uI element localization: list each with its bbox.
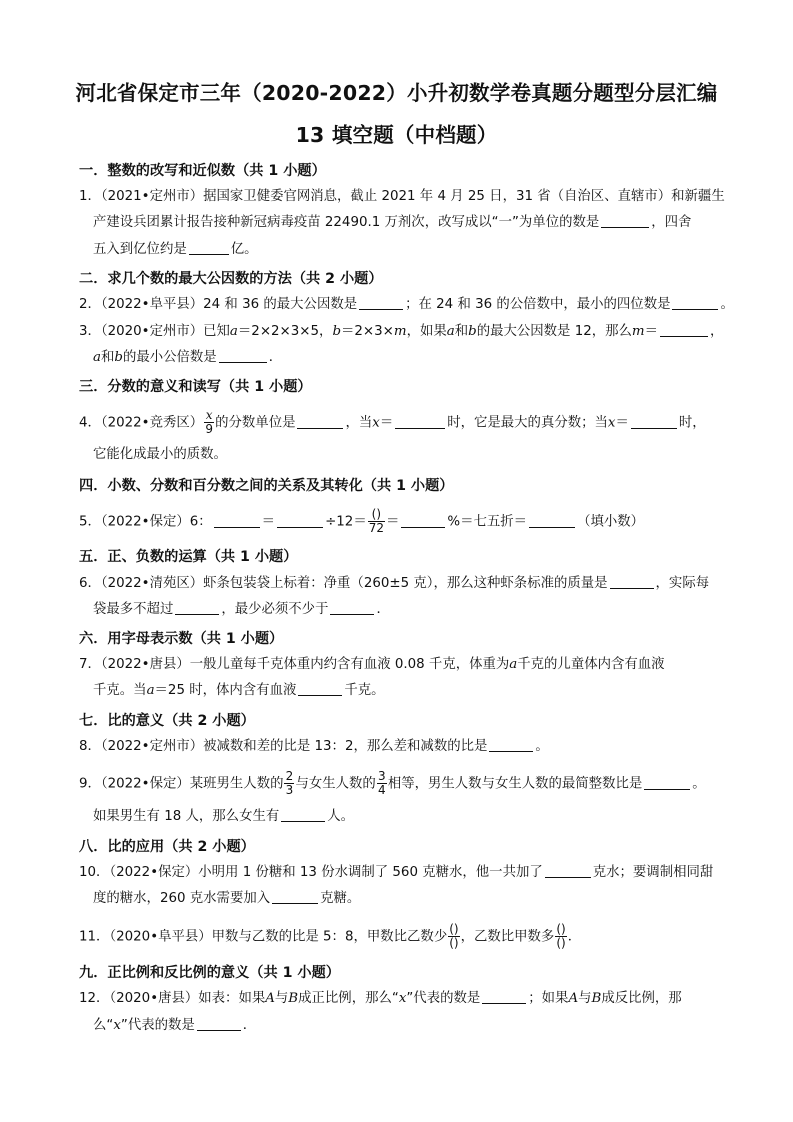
section-heading-7: 七．比的意义（共 2 小题） <box>79 713 255 729</box>
answer-blank[interactable] <box>610 574 654 589</box>
answer-blank[interactable] <box>281 807 325 822</box>
section-heading-8: 八．比的应用（共 2 小题） <box>79 839 255 855</box>
question-11: 11．（2020•阜平县）甲数与乙数的比是 5：8，甲数比乙数少 $\frac{()}{()}$ ，乙数比甲数多 $\frac{()}{()}$ ． <box>79 922 582 950</box>
question-10-line-1: 10．（2022•保定）小明用 1 份糖和 13 份水调制了 560 克糖水，他一共加了 克水；要调制相同甜 <box>79 865 714 880</box>
question-10-line-2: 度的糖水，260 克水需要加入 克糖。 <box>93 891 361 906</box>
fraction-blank[interactable]: $\frac{()}{()}$ <box>556 922 566 950</box>
section-heading-4: 四．小数、分数和百分数之间的关系及其转化（共 1 小题） <box>79 478 454 494</box>
question-7-line-2: 千克。当a＝25 时，体内含有血液 千克。 <box>93 683 385 698</box>
answer-blank[interactable] <box>401 513 445 528</box>
fraction-x-over-9: $\frac{x}{9}$ <box>205 408 213 436</box>
question-4-line-1: 4．（2022•竞秀区） $\frac{x}{9}$ 的分数单位是 ，当x＝ 时，它是最大的真分数；当x＝ 时， <box>79 408 706 436</box>
question-9-line-2: 如果男生有 18 人，那么女生有 人。 <box>93 809 355 824</box>
answer-blank[interactable] <box>298 681 342 696</box>
question-12-line-2: 么“x”代表的数是 ． <box>93 1018 257 1033</box>
answer-blank[interactable] <box>297 414 343 429</box>
question-6-line-2: 袋最多不超过 ，最少必须不少于 ． <box>93 602 390 617</box>
answer-blank[interactable] <box>277 513 323 528</box>
question-8: 8．（2022•定州市）被减数和差的比是 13：2，那么差和减数的比是 。 <box>79 739 549 754</box>
fraction-3-over-4: $\frac{3}{4}$ <box>378 769 386 797</box>
section-heading-5: 五．正、负数的运算（共 1 小题） <box>79 549 298 565</box>
question-3-line-2: a和b的最小公倍数是 ． <box>93 350 283 365</box>
answer-blank[interactable] <box>660 322 708 337</box>
section-heading-3: 三．分数的意义和读写（共 1 小题） <box>79 379 312 395</box>
fraction-blank[interactable]: $\frac{()}{()}$ <box>449 922 459 950</box>
answer-blank[interactable] <box>359 295 403 310</box>
answer-blank[interactable] <box>189 240 229 255</box>
answer-blank[interactable] <box>272 889 318 904</box>
section-heading-2: 二．求几个数的最大公因数的方法（共 2 小题） <box>79 271 383 287</box>
answer-blank[interactable] <box>545 863 591 878</box>
answer-blank[interactable] <box>644 775 690 790</box>
question-3-line-1: 3．（2020•定州市）已知a＝2×2×3×5，b＝2×3×m，如果a和b的最大公因数是 12，那么m＝ ， <box>79 324 724 339</box>
question-9-line-1: 9．（2022•保定）某班男生人数的 $\frac{2}{3}$ 与女生人数的 $\frac{3}{4}$ 相等，男生人数与女生人数的最简整数比是 。 <box>79 769 706 797</box>
question-6-line-1: 6．（2022•清苑区）虾条包装袋上标着：净重（260±5 克），那么这种虾条标准的质量是 ，实际每 <box>79 576 710 591</box>
question-1-line-1: 1．（2021•定州市）据国家卫健委官网消息，截止 2021 年 4 月 25 日，31 省（自治区、直辖市）和新疆生 <box>79 189 725 204</box>
document-title: 河北省保定市三年（2020-2022）小升初数学卷真题分题型分层汇编 <box>75 81 718 105</box>
section-heading-6: 六．用字母表示数（共 1 小题） <box>79 631 284 647</box>
answer-blank[interactable] <box>631 414 677 429</box>
question-4-line-2: 它能化成最小的质数。 <box>93 447 227 462</box>
fraction-blank-over-72: $\frac{()}{72}$ <box>368 507 384 535</box>
answer-blank[interactable] <box>219 348 267 363</box>
answer-blank[interactable] <box>395 414 445 429</box>
answer-blank[interactable] <box>214 513 260 528</box>
question-12-line-1: 12．（2020•唐县）如表：如果A与B成正比例，那么“x”代表的数是 ；如果A与B成反比例，那 <box>79 991 682 1006</box>
answer-blank[interactable] <box>489 737 533 752</box>
section-heading-9: 九．正比例和反比例的意义（共 1 小题） <box>79 965 340 981</box>
question-5: 5．（2022•保定）6： ＝ ÷12＝ $\frac{()}{72}$ ＝ %＝七五折＝ （填小数） <box>79 507 645 535</box>
answer-blank[interactable] <box>197 1016 241 1031</box>
question-1-line-2: 产建设兵团累计报告接种新冠病毒疫苗 22490.1 万剂次，改写成以“一”为单位的数是 ，四舍 <box>93 215 692 230</box>
answer-blank[interactable] <box>482 989 526 1004</box>
question-2: 2．（2022•阜平县）24 和 36 的最大公因数是 ；在 24 和 36 的公倍数中，最小的四位数是 。 <box>79 297 734 312</box>
answer-blank[interactable] <box>601 213 649 228</box>
answer-blank[interactable] <box>672 295 718 310</box>
document-subtitle: 13 填空题（中档题） <box>295 123 498 147</box>
question-7-line-1: 7．（2022•唐县）一般儿童每千克体重内约含有血液 0.08 千克，体重为a千克的儿童体内含有血液 <box>79 657 665 672</box>
section-heading-1: 一．整数的改写和近似数（共 1 小题） <box>79 163 326 179</box>
question-1-line-3: 五入到亿位约是 亿。 <box>93 242 258 257</box>
fraction-2-over-3: $\frac{2}{3}$ <box>285 769 294 797</box>
answer-blank[interactable] <box>175 600 219 615</box>
answer-blank[interactable] <box>330 600 374 615</box>
answer-blank[interactable] <box>529 513 575 528</box>
